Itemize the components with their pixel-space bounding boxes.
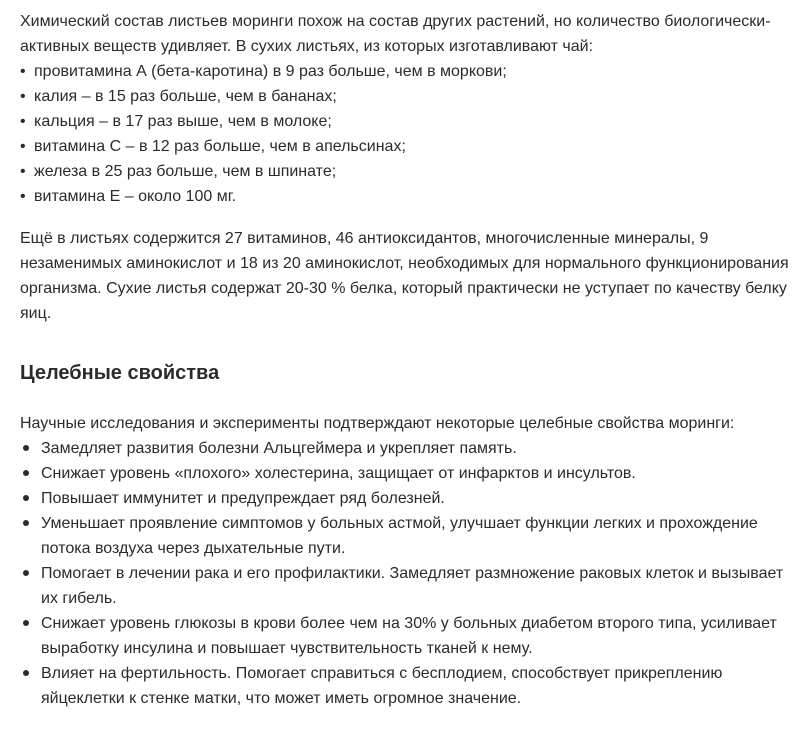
composition-intro-paragraph: Химический состав листьев моринги похож на состав других растений, но количество биологически-активных веществ удивляет. В сухих листьях, из которых изготавливают чай:: [20, 13, 771, 55]
bullet-icon: [23, 570, 29, 576]
list-item-text: витамина Е – около 100 мг.: [34, 188, 237, 205]
bullet-icon: [23, 670, 29, 676]
list-item: [20, 561, 790, 611]
composition-list: [20, 59, 790, 209]
bullet-icon: [23, 445, 29, 451]
healing-intro-paragraph: Научные исследования и эксперименты подтверждают некоторые целебные свойства моринги:: [20, 415, 735, 432]
list-item: [20, 134, 790, 159]
list-item: [20, 611, 790, 661]
list-item: [20, 109, 790, 134]
list-item: [20, 84, 790, 109]
bullet-icon: •: [20, 138, 26, 155]
list-item-text: Снижает уровень глюкозы в крови более чем на 30% у больных диабетом второго типа, усиливает выработку инсулина и повышает чувствительность тканей к нему.: [41, 615, 777, 657]
list-item-text: железа в 25 раз больше, чем в шпинате;: [34, 163, 337, 180]
list-item: [20, 159, 790, 184]
list-item: [20, 436, 790, 461]
list-item-text: провитамина А (бета-каротина) в 9 раз больше, чем в моркови;: [34, 63, 507, 80]
list-item-text: Влияет на фертильность. Помогает справиться с бесплодием, способствует прикреплению яйцеклетки к стенке матки, что может иметь огромное значение.: [41, 665, 723, 707]
list-item-text: Замедляет развития болезни Альцгеймера и укрепляет память.: [41, 440, 517, 457]
bullet-icon: •: [20, 163, 26, 180]
bullet-icon: [23, 520, 29, 526]
list-item-text: Помогает в лечении рака и его профилактики. Замедляет размножение раковых клеток и вызывает их гибель.: [41, 565, 784, 607]
bullet-icon: •: [20, 188, 26, 205]
vitamins-paragraph: Ещё в листьях содержится 27 витаминов, 46 антиоксидантов, многочисленные минералы, 9 незаменимых аминокислот и 18 из 20 аминокислот, необходимых для нормального функционирования организма. Сухие листья содержат 20-30 % белка, который практически не уступает по качеству белку яиц.: [20, 230, 789, 322]
list-item-text: Повышает иммунитет и предупреждает ряд болезней.: [41, 490, 445, 507]
bullet-icon: •: [20, 63, 26, 80]
bullet-icon: [23, 620, 29, 626]
list-item-text: Уменьшает проявление симптомов у больных астмой, улучшает функции легких и прохождение потока воздуха через дыхательные пути.: [41, 515, 758, 557]
bullet-icon: [23, 470, 29, 476]
list-item: [20, 511, 790, 561]
section-heading: Целебные свойства: [20, 362, 220, 384]
bullet-icon: •: [20, 113, 26, 130]
list-item-text: калия – в 15 раз больше, чем в бананах;: [34, 88, 337, 105]
list-item: [20, 461, 790, 486]
bullet-icon: [23, 495, 29, 501]
list-item: [20, 184, 790, 209]
healing-properties-list: [20, 436, 790, 711]
bullet-icon: •: [20, 88, 26, 105]
list-item: [20, 59, 790, 84]
list-item-text: кальция – в 17 раз выше, чем в молоке;: [34, 113, 332, 130]
list-item: [20, 486, 790, 511]
list-item-text: витамина С – в 12 раз больше, чем в апельсинах;: [34, 138, 406, 155]
list-item-text: Снижает уровень «плохого» холестерина, защищает от инфарктов и инсультов.: [41, 465, 636, 482]
list-item: [20, 661, 790, 711]
